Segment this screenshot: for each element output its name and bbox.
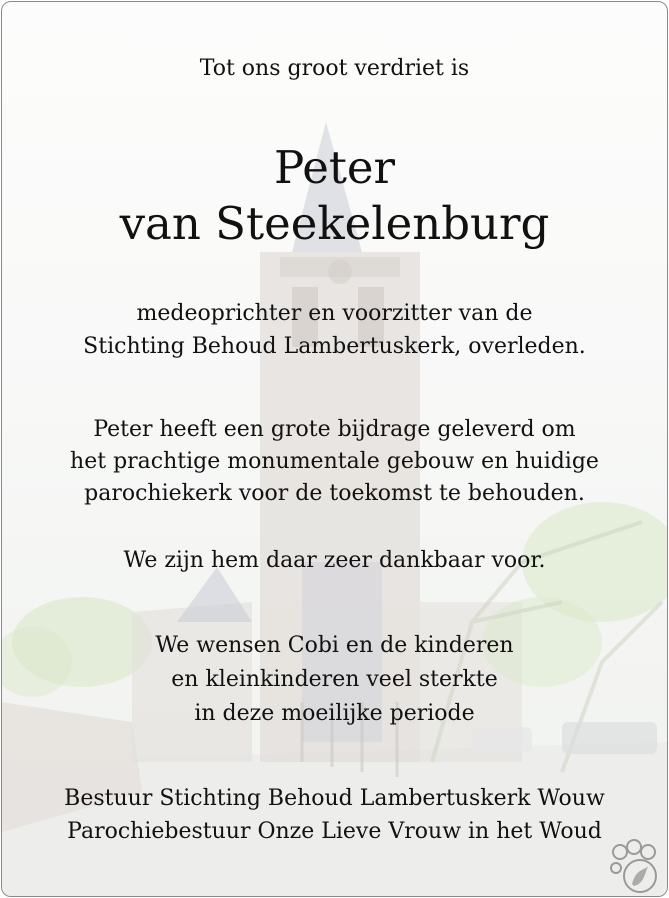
role-line: Stichting Behoud Lambertuskerk, overleden. [83,334,586,359]
thanks-paragraph [0,546,669,576]
signature-line: Parochiebestuur Onze Lieve Vrouw in het Woud [67,819,602,844]
tribute-line: het prachtige monumentale gebouw en huidige [70,449,599,474]
condolence-line: We wensen Cobi en de kinderen [155,633,514,658]
tribute-line: Peter heeft een grote bijdrage geleverd om [93,417,576,442]
tribute-paragraph [0,414,669,510]
memorial-logo-icon [606,838,662,894]
condolence-paragraph [0,629,669,731]
tribute-line: parochiekerk voor de toekomst te behouden. [84,481,585,506]
signature-line: Bestuur Stichting Behoud Lambertuskerk Wouw [64,786,605,811]
condolence-line: in deze moeilijke periode [194,701,475,726]
condolence-line: en kleinkinderen veel sterkte [171,667,498,692]
role-paragraph [0,297,669,363]
intro-line: Tot ons groot verdriet is [199,56,470,81]
first-name: Peter [273,141,396,194]
last-name: van Steekelenburg [119,197,550,250]
intro-text [0,55,669,83]
role-line: medeoprichter en voorzitter van de [136,301,533,326]
signatures [0,782,669,848]
deceased-name [0,140,669,252]
thanks-line: We zijn hem daar zeer dankbaar voor. [123,548,546,573]
